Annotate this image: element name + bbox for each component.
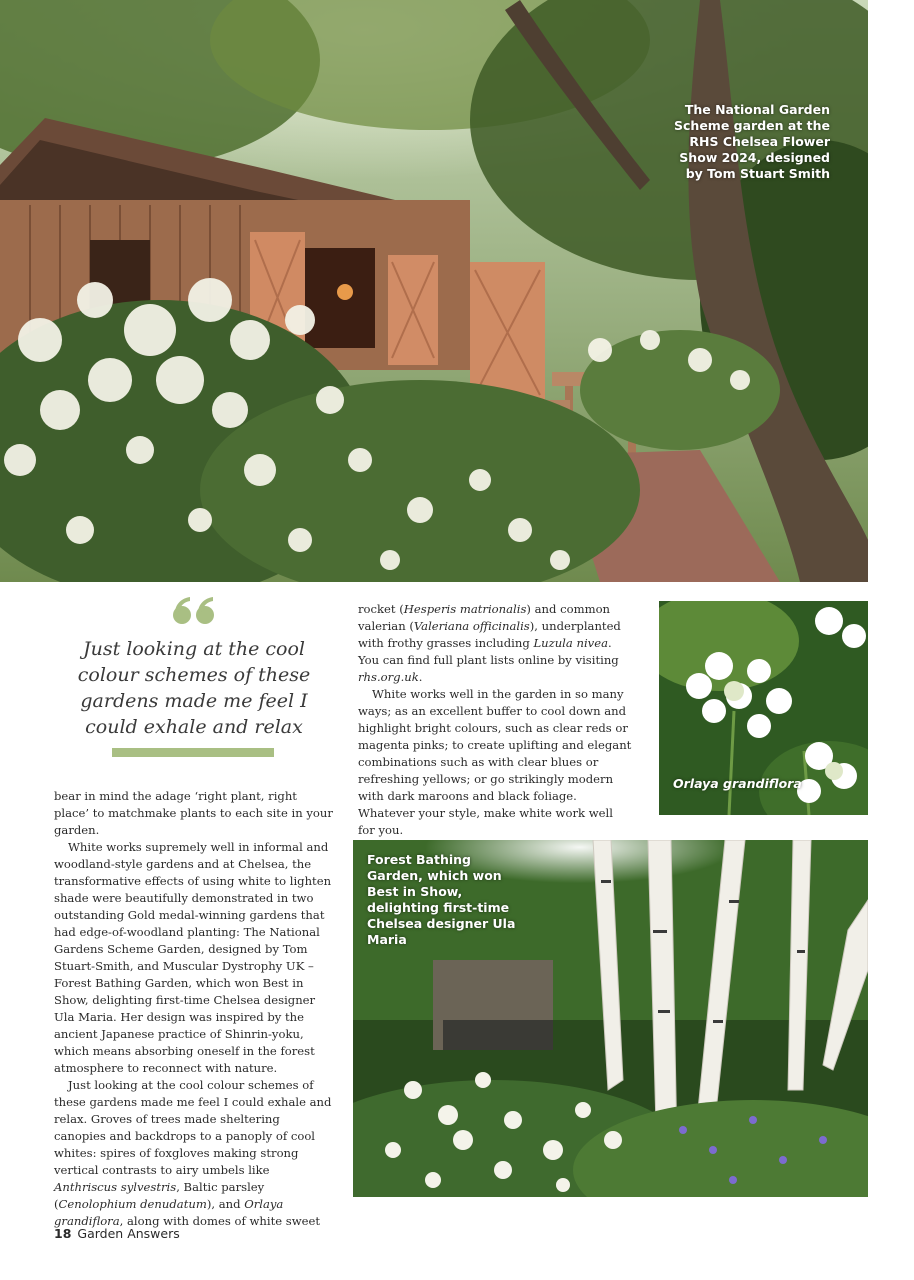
forest-photo-caption: Forest Bathing Garden, which won Best in Show, delighting first-time Chelsea designer Ula Maria bbox=[367, 852, 516, 947]
hero-photo bbox=[0, 0, 868, 582]
orlaya-photo bbox=[659, 601, 868, 815]
pull-quote: Just looking at the cool colour schemes of these gardens made me feel I could exhale and relax bbox=[77, 638, 311, 738]
garden-shed-illustration bbox=[0, 0, 868, 582]
hero-photo-caption: The National Garden Scheme garden at the RHS Chelsea Flower Show 2024, designed by Tom Stuart Smith bbox=[674, 102, 830, 181]
body-column-2 bbox=[358, 601, 633, 839]
page-footer bbox=[54, 1226, 180, 1241]
orlaya-photo-caption: Orlaya grandiflora bbox=[673, 776, 802, 791]
page-number: 18 bbox=[54, 1226, 72, 1241]
body-column-1 bbox=[54, 788, 333, 1230]
paragraph: rocket (Hesperis matrionalis) and common valerian (Valeriana officinalis), underplanted with frothy grasses including Luzula nivea. You can find full plant lists online by visiting rhs.org.uk. bbox=[358, 602, 621, 684]
paragraph: White works supremely well in informal and woodland-style gardens and at Chelsea, the transformative effects of using white to lighten shade were beautifully demonstrated in two outstanding Gold medal-winning gardens that had edge-of-woodland planting: The National Gardens Scheme Garden, designed by Tom Stuart-Smith, and Muscular Dystrophy UK – Forest Bathing Garden, which won Best in Show, delighting first-time Chelsea designer Ula Maria. Her design was inspired by the ancient Japanese practice of Shinrin-yoku, which means absorbing oneself in the forest atmosphere to reconnect with nature. bbox=[54, 840, 332, 1075]
magazine-name: Garden Answers bbox=[77, 1226, 180, 1241]
paragraph: White works well in the garden in so many ways; as an excellent buffer to cool down and highlight bright colours, such as clear reds or magenta pinks; to create uplifting and elegant combinations such as with clear blues or refreshing yellows; or go strikingly modern with dark maroons and black foliage. Whatever your style, make white work well for you. bbox=[358, 687, 632, 837]
website-link[interactable]: rhs.org.uk bbox=[358, 670, 419, 684]
paragraph: bear in mind the adage ‘right plant, right place’ to matchmake plants to each site in your garden. bbox=[54, 789, 333, 837]
forest-bathing-photo bbox=[353, 840, 868, 1197]
paragraph: Just looking at the cool colour schemes of these gardens made me feel I could exhale and relax. Groves of trees made sheltering canopies and backdrops to a panoply of cool whites: spires of foxgloves making strong vertical contrasts to airy umbels like Anthriscus sylvestris, Baltic parsley (Cenolophium denudatum), and Orlaya grandiflora, along with domes of white sweet bbox=[54, 1078, 332, 1228]
quote-mark-icon bbox=[172, 596, 216, 626]
pull-quote-rule bbox=[112, 748, 274, 757]
